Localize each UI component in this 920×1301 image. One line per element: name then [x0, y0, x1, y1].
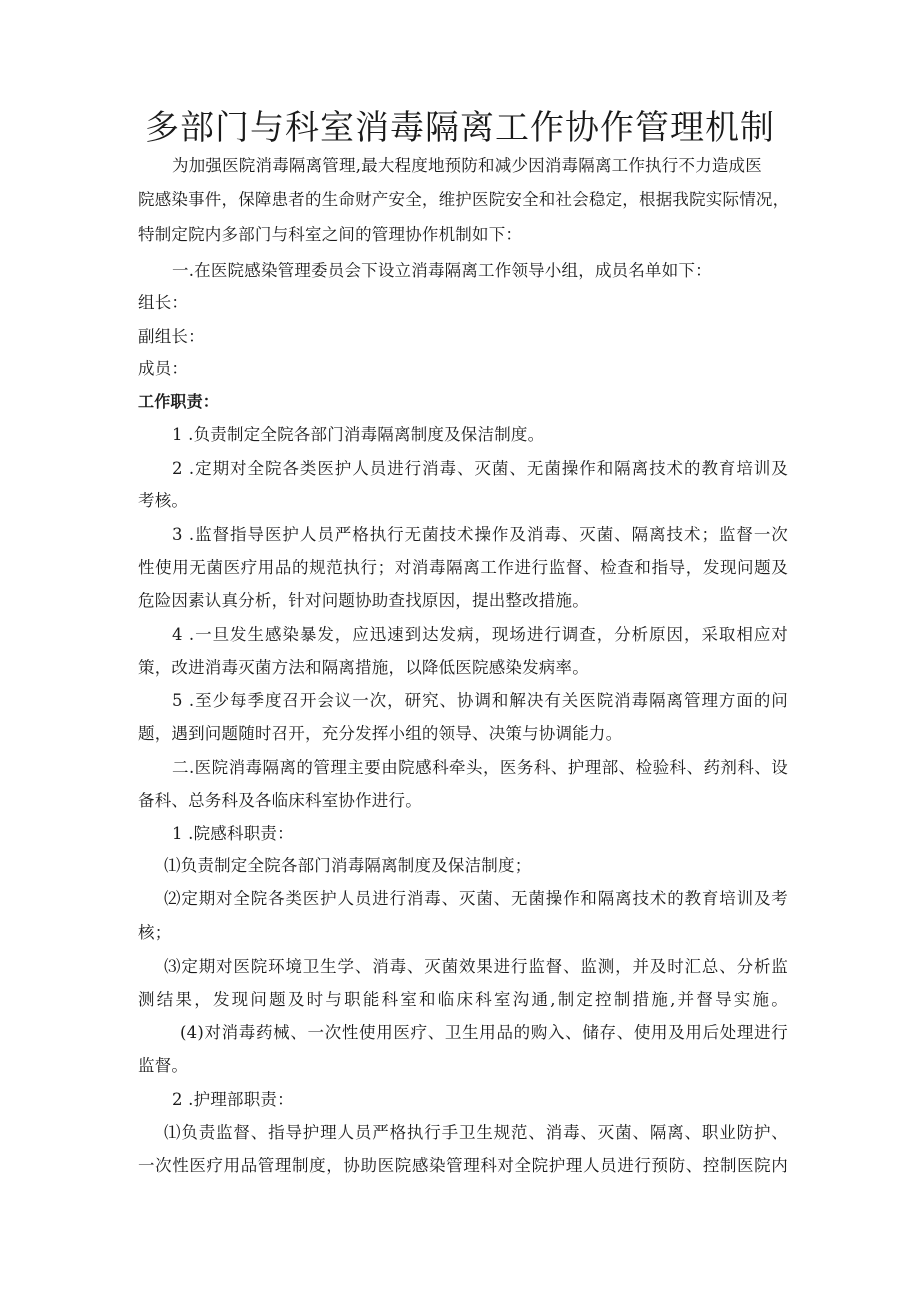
sub-item: (4)对消毒药械、一次性使用医疗、卫生用品的购入、储存、使用及用后处理进行	[180, 1023, 788, 1042]
paragraph-line: 特制定院内多部门与科室之间的管理协作机制如下：	[138, 225, 523, 244]
members-label: 成员：	[138, 359, 189, 378]
list-item: 3 .监督指导医护人员严格执行无菌技术操作及消毒、灭菌、隔离技术；监督一次	[172, 525, 788, 544]
paragraph-line: 测结果，发现问题及时与职能科室和临床科室沟通,制定控制措施,并督导实施。	[138, 990, 788, 1009]
document-title: 多部门与科室消毒隔离工作协作管理机制	[145, 108, 775, 148]
paragraph-line: 考核。	[138, 491, 189, 510]
list-item: 1 .负责制定全院各部门消毒隔离制度及保洁制度。	[172, 425, 545, 444]
list-item: 1 .院感科职责：	[172, 824, 294, 843]
list-item: 2 .护理部职责：	[172, 1090, 294, 1109]
paragraph-line: 危险因素认真分析，针对问题协助查找原因，提出整改措施。	[138, 591, 589, 610]
team-leader-label: 组长：	[138, 293, 189, 312]
sub-item: ⑴负责制定全院各部门消毒隔离制度及保洁制度；	[164, 856, 532, 875]
list-item: 2 .定期对全院各类医护人员进行消毒、灭菌、无菌操作和隔离技术的教育培训及	[172, 459, 788, 478]
sub-item: ⑵定期对全院各类医护人员进行消毒、灭菌、无菌操作和隔离技术的教育培训及考	[164, 889, 788, 908]
paragraph-line: 备科、总务科及各临床科室协作进行。	[138, 791, 422, 810]
paragraph-line: 性使用无菌医疗用品的规范执行；对消毒隔离工作进行监督、检查和指导，发现问题及	[138, 558, 788, 577]
sub-item: ⑴负责监督、指导护理人员严格执行手卫生规范、消毒、灭菌、隔离、职业防护、	[164, 1123, 788, 1142]
paragraph-line: 策，改进消毒灭菌方法和隔离措施，以降低医院感染发病率。	[138, 658, 589, 677]
paragraph-line: 核；	[138, 923, 172, 942]
list-item: 5 .至少每季度召开会议一次，研究、协调和解决有关医院消毒隔离管理方面的问	[172, 691, 788, 710]
deputy-leader-label: 副组长：	[138, 327, 205, 346]
list-item: 4 .一旦发生感染暴发，应迅速到达发病，现场进行调查，分析原因，采取相应对	[172, 625, 788, 644]
paragraph-line: 一次性医疗用品管理制度，协助医院感染管理科对全院护理人员进行预防、控制医院内	[138, 1156, 788, 1175]
paragraph-line: 监督。	[138, 1056, 189, 1075]
paragraph-line: 院感染事件，保障患者的生命财产安全，维护医院安全和社会稳定，根据我院实际情况，	[138, 190, 790, 209]
sub-item: ⑶定期对医院环境卫生学、消毒、灭菌效果进行监督、监测，并及时汇总、分析监	[164, 957, 788, 976]
duties-heading: 工作职责：	[138, 392, 220, 411]
paragraph-line: 为加强医院消毒隔离管理,最大程度地预防和减少因消毒隔离工作执行不力造成医	[172, 156, 762, 175]
section-heading-1: 一.在医院感染管理委员会下设立消毒隔离工作领导小组，成员名单如下：	[172, 261, 712, 280]
section-heading-2: 二.医院消毒隔离的管理主要由院感科牵头，医务科、护理部、检验科、药剂科、设	[172, 758, 788, 777]
paragraph-line: 题，遇到问题随时召开，充分发挥小组的领导、决策与协调能力。	[138, 724, 623, 743]
